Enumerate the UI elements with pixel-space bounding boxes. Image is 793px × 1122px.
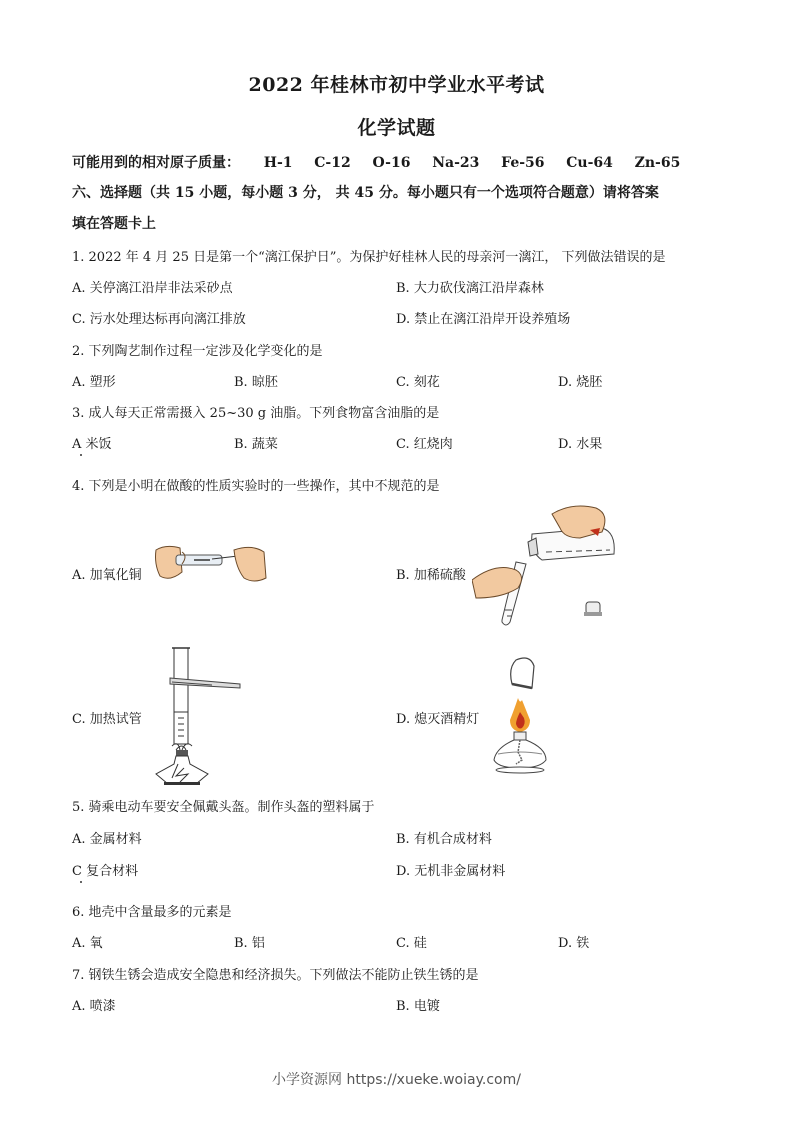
question-3-stem: 3. 成人每天正常需摄入 25~30 g 油脂。下列食物富含油脂的是	[72, 406, 440, 421]
question-6-option-a: A. 氧	[72, 936, 103, 951]
question-6-option-b: B. 铝	[234, 936, 265, 951]
section-heading-line2: 填在答题卡上	[72, 216, 156, 232]
question-5-option-d: D. 无机非金属材料	[396, 864, 506, 879]
question-6-option-c: C. 硅	[396, 936, 427, 951]
question-2-option-c: C. 刻花	[396, 375, 440, 390]
stray-mark	[80, 454, 82, 456]
question-7-stem: 7. 钢铁生锈会造成安全隐患和经济损失。下列做法不能防止铁生锈的是	[72, 968, 479, 983]
atomic-mass-na: Na-23	[432, 155, 480, 171]
question-3-option-d: D. 水果	[558, 437, 603, 452]
question-5-option-a: A. 金属材料	[72, 832, 142, 847]
exam-title: 2022 年桂林市初中学业水平考试	[248, 74, 545, 96]
question-7-option-a: A. 喷漆	[72, 999, 116, 1014]
question-4-stem: 4. 下列是小明在做酸的性质实验时的一些操作，其中不规范的是	[72, 479, 440, 494]
atomic-mass-label: 可能用到的相对原子质量：	[72, 155, 240, 171]
question-1-option-a: A. 关停漓江沿岸非法采砂点	[72, 281, 233, 296]
question-3-option-c: C. 红烧肉	[396, 437, 453, 452]
atomic-mass-o: O-16	[372, 155, 411, 171]
exam-subtitle: 化学试题	[357, 117, 436, 139]
question-6-stem: 6. 地壳中含量最多的元素是	[72, 905, 232, 920]
atomic-mass-zn: Zn-65	[634, 155, 681, 171]
question-6-option-d: D. 铁	[558, 936, 590, 951]
question-5-option-b: B. 有机合成材料	[396, 832, 492, 847]
pouring-acid-icon	[472, 502, 622, 628]
question-1-option-d: D. 禁止在漓江沿岸开设养殖场	[396, 312, 571, 327]
atomic-mass-h: H-1	[263, 155, 293, 171]
section-heading-line1: 六、选择题（共 15 小题，每小题 3 分， 共 45 分。每小题只有一个选项符合题意）请将答案	[72, 185, 659, 201]
question-4-option-d: D. 熄灭酒精灯	[396, 712, 480, 727]
stray-mark	[80, 881, 82, 883]
question-7-option-b: B. 电镀	[396, 999, 440, 1014]
atomic-mass-cu: Cu-64	[566, 155, 613, 171]
question-5-option-c: C 复合材料	[72, 864, 139, 879]
heating-test-tube-icon	[152, 646, 244, 786]
question-1-stem: 1. 2022 年 4 月 25 日是第一个“漓江保护日”。为保护好桂林人民的母亲河一漓江， 下列做法错误的是	[72, 250, 666, 265]
question-1-option-c: C. 污水处理达标再向漓江排放	[72, 312, 246, 327]
question-4-option-b: B. 加稀硫酸	[396, 568, 466, 583]
atomic-mass-fe: Fe-56	[501, 155, 545, 171]
question-2-option-b: B. 晾胚	[234, 375, 278, 390]
question-3-option-a: A 米饭	[72, 437, 112, 452]
alcohol-lamp-icon	[488, 656, 552, 774]
question-5-stem: 5. 骑乘电动车要安全佩戴头盔。制作头盔的塑料属于	[72, 800, 375, 815]
atomic-mass-line	[72, 152, 680, 172]
question-2-option-a: A. 塑形	[72, 375, 116, 390]
question-3-option-b: B. 蔬菜	[234, 437, 278, 452]
question-2-option-d: D. 烧胚	[558, 375, 603, 390]
hands-test-tube-icon	[152, 542, 270, 588]
question-4-option-a: A. 加氧化铜	[72, 568, 142, 583]
question-4-option-c: C. 加热试管	[72, 712, 142, 727]
question-2-stem: 2. 下列陶艺制作过程一定涉及化学变化的是	[72, 344, 323, 359]
footer-watermark: 小学资源网 https://xueke.woiay.com/	[272, 1072, 521, 1088]
question-1-option-b: B. 大力砍伐漓江沿岸森林	[396, 281, 544, 296]
atomic-mass-c: C-12	[314, 155, 351, 171]
